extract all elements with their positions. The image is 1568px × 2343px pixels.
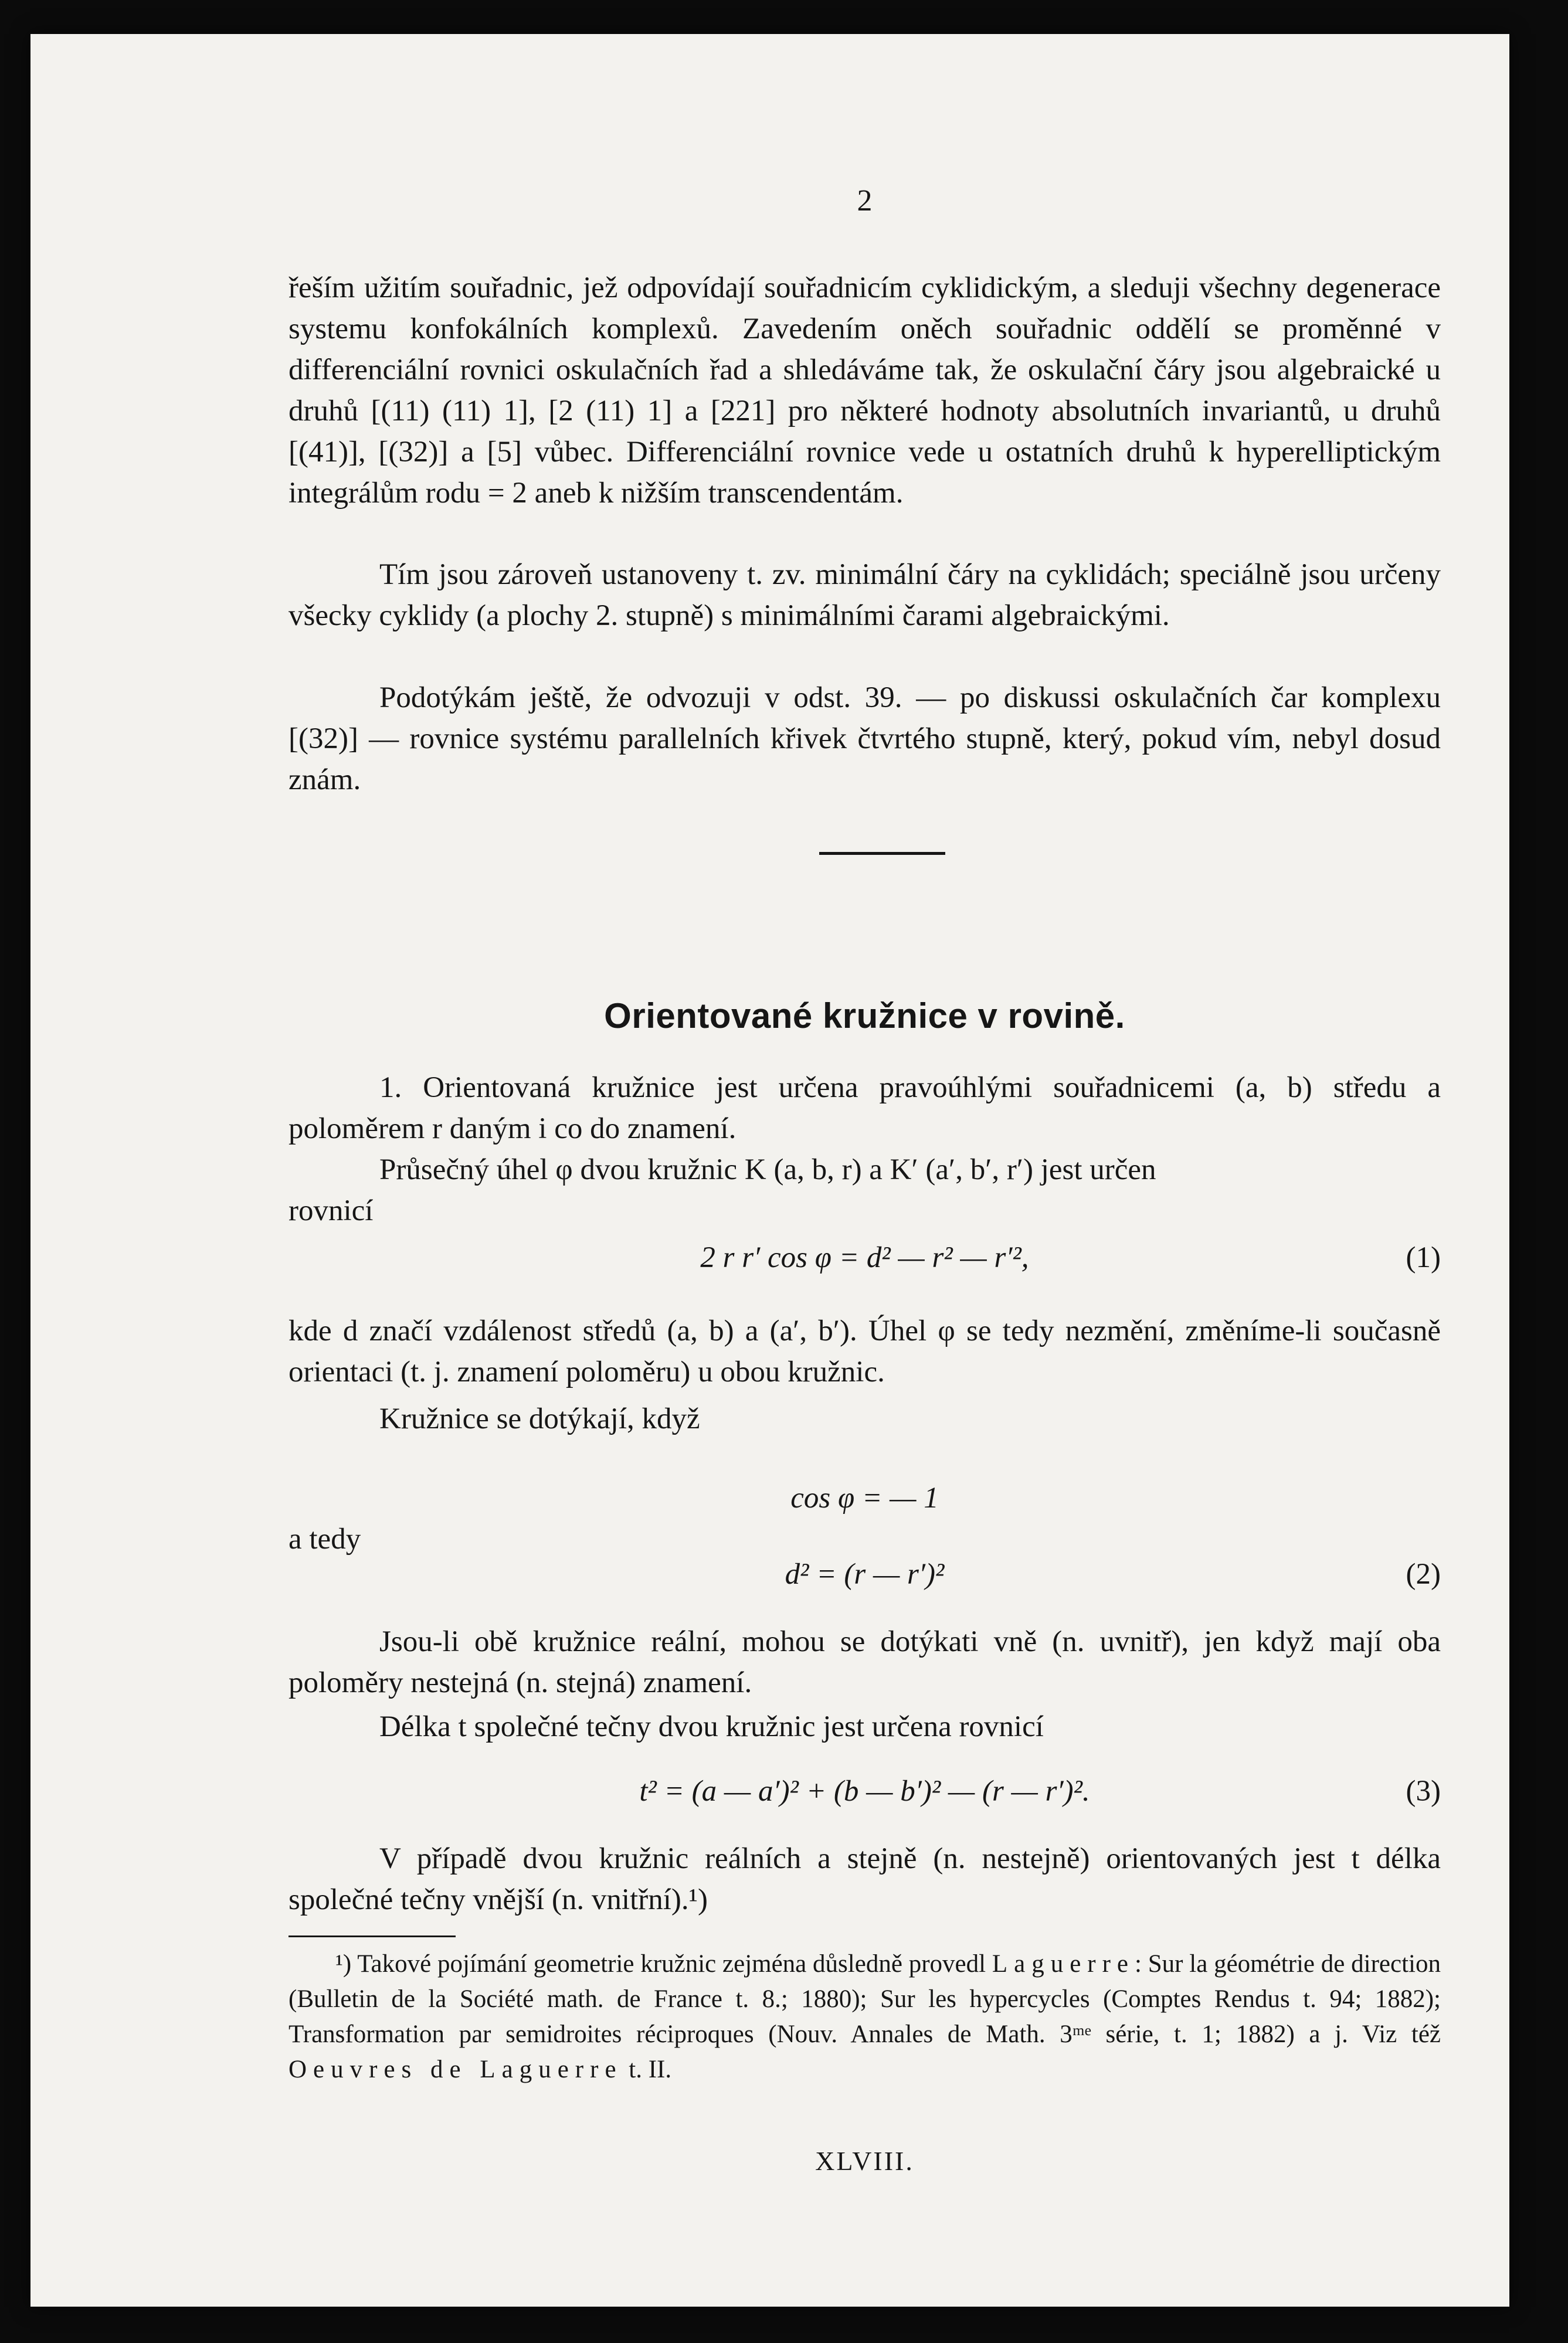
equation-1-number: (1) xyxy=(1406,1241,1441,1274)
equation-2a-formula: cos φ = — 1 xyxy=(790,1482,939,1515)
footnote xyxy=(289,1947,1441,2087)
section-paragraph-3: kde d značí vzdálenost středů (a, b) a (a′, b′). Úhel φ se tedy nezmění, změníme-li současně orientaci (t. j. znamení poloměru) u obou kružnic. xyxy=(289,1315,1441,1388)
equation-2b xyxy=(289,1554,1441,1595)
signature-mark: XLVIII. xyxy=(815,2146,914,2176)
equation-2-number: (2) xyxy=(1406,1558,1441,1591)
section-paragraph-7: V případě dvou kružnic reálních a stejně (n. nestejně) orientovaných jest t délka společné tečny vnější (n. vnitřní).¹) xyxy=(289,1842,1441,1916)
intro-paragraph-3: Podotýkám ještě, že odvozuji v odst. 39. — po diskussi oskulačních čar komplexu [(32)] — rovnice systému parallelních křivek čtvrtého stupně, který, pokud vím, nebyl dosud znám. xyxy=(289,681,1441,796)
document-page xyxy=(30,34,1509,2307)
footnote-author-1: Laguerre xyxy=(992,1950,1135,1978)
equation-3 xyxy=(289,1771,1441,1812)
footnote-middle: : Sur la géométrie de direction (Bulletin de la Société math. de France t. 8.; 1880); Sur les hypercycles (Comptes Rendus t. 94; 1882); Transformation par semidroites réciproques (Nouv. Annales de Math. 3ᵐᵉ série, t. 1; 1882) a j. Viz též xyxy=(289,1950,1441,2048)
section-paragraph-2: Průsečný úhel φ dvou kružnic K (a, b, r) a K′ (a′, b′, r′) jest určen xyxy=(379,1153,1156,1186)
footnote-rule xyxy=(289,1935,456,1937)
equation-3-number: (3) xyxy=(1406,1775,1441,1808)
section-paragraph-1: 1. Orientovaná kružnice jest určena pravoúhlými souřadnicemi (a, b) středu a poloměrem r daným i co do znamení. xyxy=(289,1071,1441,1145)
equation-3-formula: t² = (a — a′)² + (b — b′)² — (r — r′)². xyxy=(639,1775,1090,1808)
footnote-lead: ¹) Takové pojímání geometrie kružnic zejména důsledně provedl xyxy=(335,1950,992,1978)
footnote-author-2: Oeuvres de Laguerre xyxy=(289,2056,623,2083)
equation-2b-formula: d² = (r — r′)² xyxy=(785,1558,945,1591)
page-number: 2 xyxy=(857,184,873,218)
aside-rovnici: rovnicí xyxy=(289,1194,374,1227)
intro-paragraph-2: Tím jsou zároveň ustanoveny t. zv. minimální čáry na cyklidách; speciálně jsou určeny všecky cyklidy (a plochy 2. stupně) s minimálními čarami algebraickými. xyxy=(289,558,1441,632)
section-separator-rule xyxy=(819,852,945,855)
section-paragraph-5: Jsou-li obě kružnice reální, mohou se dotýkati vně (n. uvnitř), jen když mají oba poloměry nestejná (n. stejná) znamení. xyxy=(289,1625,1441,1699)
aside-a-tedy: a tedy xyxy=(289,1523,361,1556)
equation-2a xyxy=(289,1478,1441,1519)
section-title: Orientované kružnice v rovině. xyxy=(604,996,1125,1035)
section-paragraph-4: Kružnice se dotýkají, když xyxy=(379,1403,700,1435)
footnote-tail: t. II. xyxy=(622,2056,672,2083)
equation-1-formula: 2 r r′ cos φ = d² — r² — r′², xyxy=(700,1241,1029,1274)
intro-paragraph-1: řeším užitím souřadnic, jež odpovídají souřadnicím cyklidickým, a sleduji všechny degenerace systemu konfokálních komplexů. Zavedením oněch souřadnic oddělí se proměnné v differenciální rovnici oskulačních řad a shledáváme tak, že oskulační čáry jsou algebraické u druhů [(11) (11) 1], [2 (11) 1] a [221] pro některé hodnoty absolutních invariantů, u druhů [(41)], [(32)] a [5] vůbec. Differenciální rovnice vede u ostatních druhů k hyperelliptickým integrálům rodu = 2 aneb k nižším transcendentám. xyxy=(289,271,1441,510)
equation-1 xyxy=(289,1237,1441,1278)
section-paragraph-6: Délka t společné tečny dvou kružnic jest určena rovnicí xyxy=(379,1710,1044,1743)
text-column xyxy=(289,34,1441,2307)
